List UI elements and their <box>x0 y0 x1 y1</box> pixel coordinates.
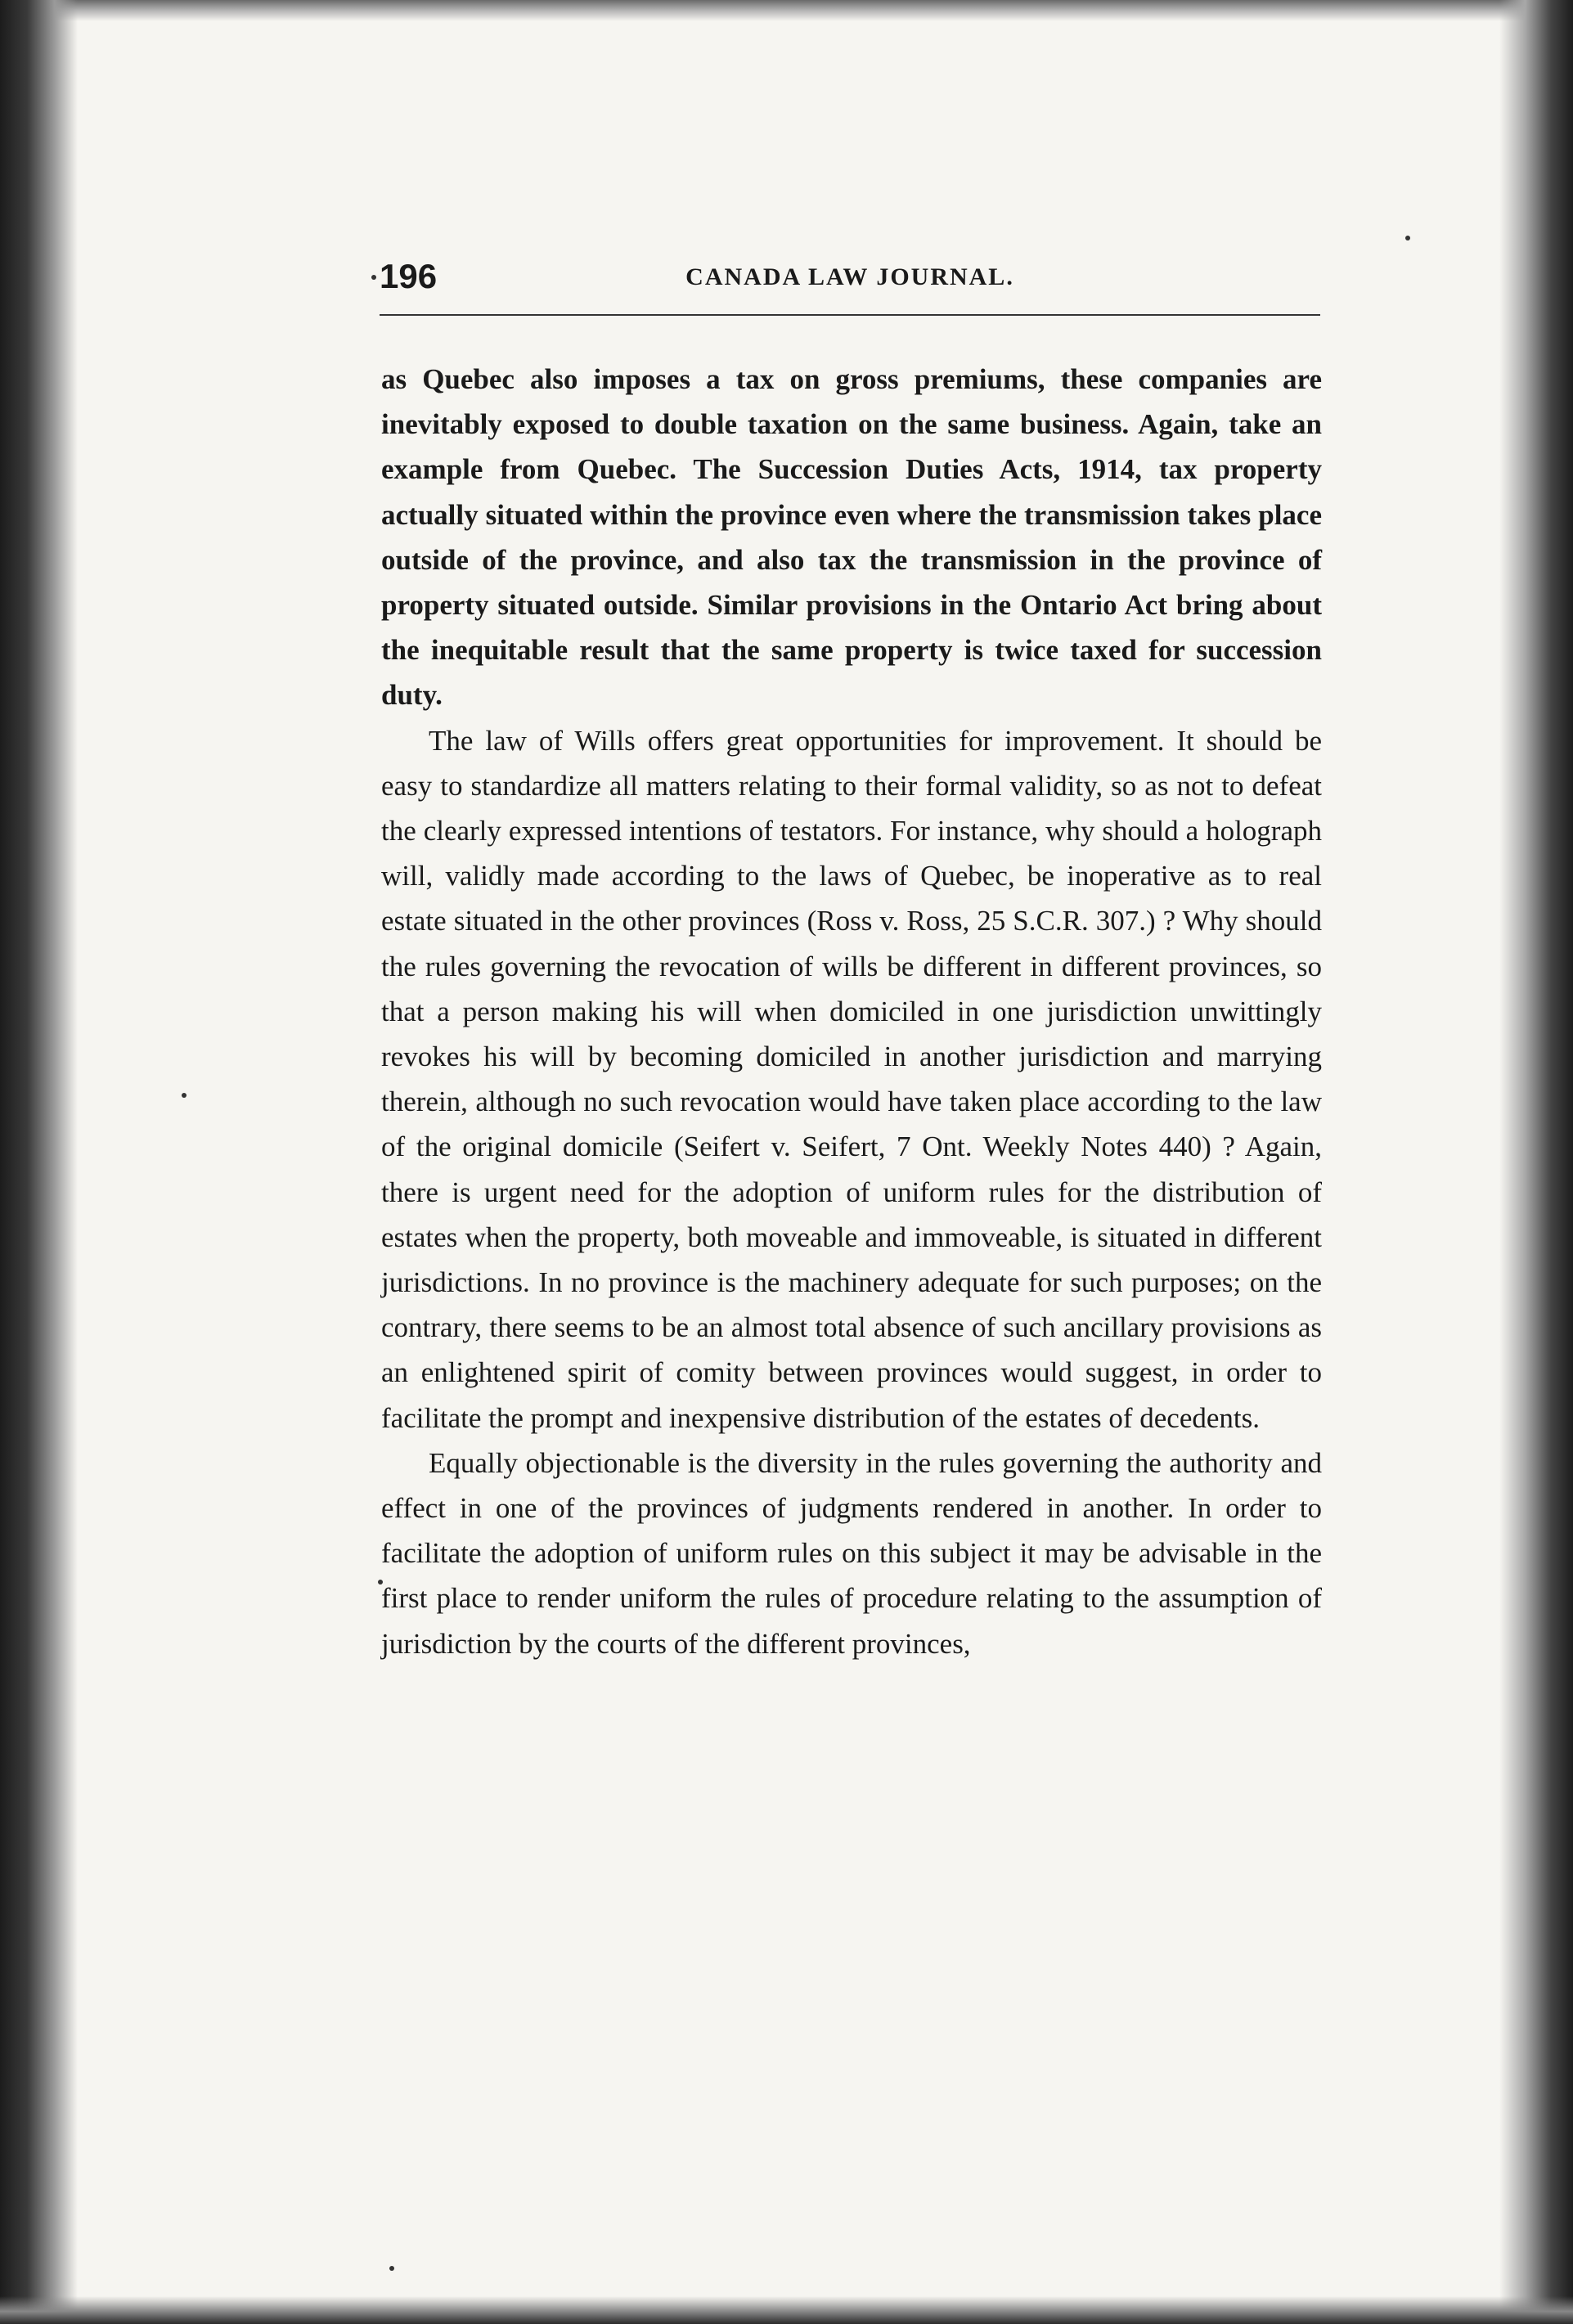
scan-edge-top <box>0 0 1573 21</box>
speck <box>1405 236 1410 240</box>
scan-edge-left <box>0 0 78 2324</box>
scan-edge-bottom <box>0 2296 1573 2324</box>
page-number: 196 <box>380 257 438 295</box>
speck <box>182 1093 187 1098</box>
body-text <box>381 357 1322 1666</box>
speck <box>371 275 376 280</box>
page-header <box>380 257 1320 306</box>
speck <box>389 2266 394 2271</box>
running-head: CANADA LAW JOURNAL. <box>685 263 1014 290</box>
paragraph: as Quebec also imposes a tax on gross premiums, these companies are inevitably exposed to double taxation on the same business. Again, take an example from Quebec. The Succession Duties Acts, 1914, tax property actually situated within the province even where the transmission takes place outside of the province, and also tax the transmission in the province of property situated outside. Similar provisions in the Ontario Act bring about the inequitable result that the same property is twice taxed for succession duty. <box>381 363 1322 712</box>
header-rule <box>380 314 1320 316</box>
paragraph: The law of Wills offers great opportunities for improvement. It should be easy to standardize all matters relating to their formal validity, so as not to defeat the clearly expressed intentions of testators. For instance, why should a holograph will, validly made according to the laws of Quebec, be inoperative as to real estate situated in the other provinces (Ross v. Ross, 25 S.C.R. 307.) ? Why should the rules governing the revocation of wills be different in different provinces, so that a person making his will when domiciled in one jurisdiction unwittingly revokes his will by becoming domiciled in another jurisdiction and marrying therein, although no such revocation would have taken place according to the law of the original domicile (Seifert v. Seifert, 7 Ont. Weekly Notes 440) ? Again, there is urgent need for the adoption of uniform rules for the distribution of estates when the property, both moveable and immoveable, is situated in different jurisdictions. In no province is the machinery adequate for such purposes; on the contrary, there seems to be an almost total absence of such ancillary provisions as an enlightened spirit of comity between provinces would suggest, in order to facilitate the prompt and inexpensive distribution of the estates of decedents. <box>381 724 1322 1434</box>
scan-edge-right <box>1499 0 1573 2324</box>
paragraph: Equally objectionable is the diversity in the rules governing the authority and effect in one of the provinces of judgments rendered in another. In order to facilitate the adoption of uniform rules on this subject it may be advisable in the first place to render uniform the rules of procedure relating to the assumption of jurisdiction by the courts of the different provinces, <box>381 1446 1322 1660</box>
